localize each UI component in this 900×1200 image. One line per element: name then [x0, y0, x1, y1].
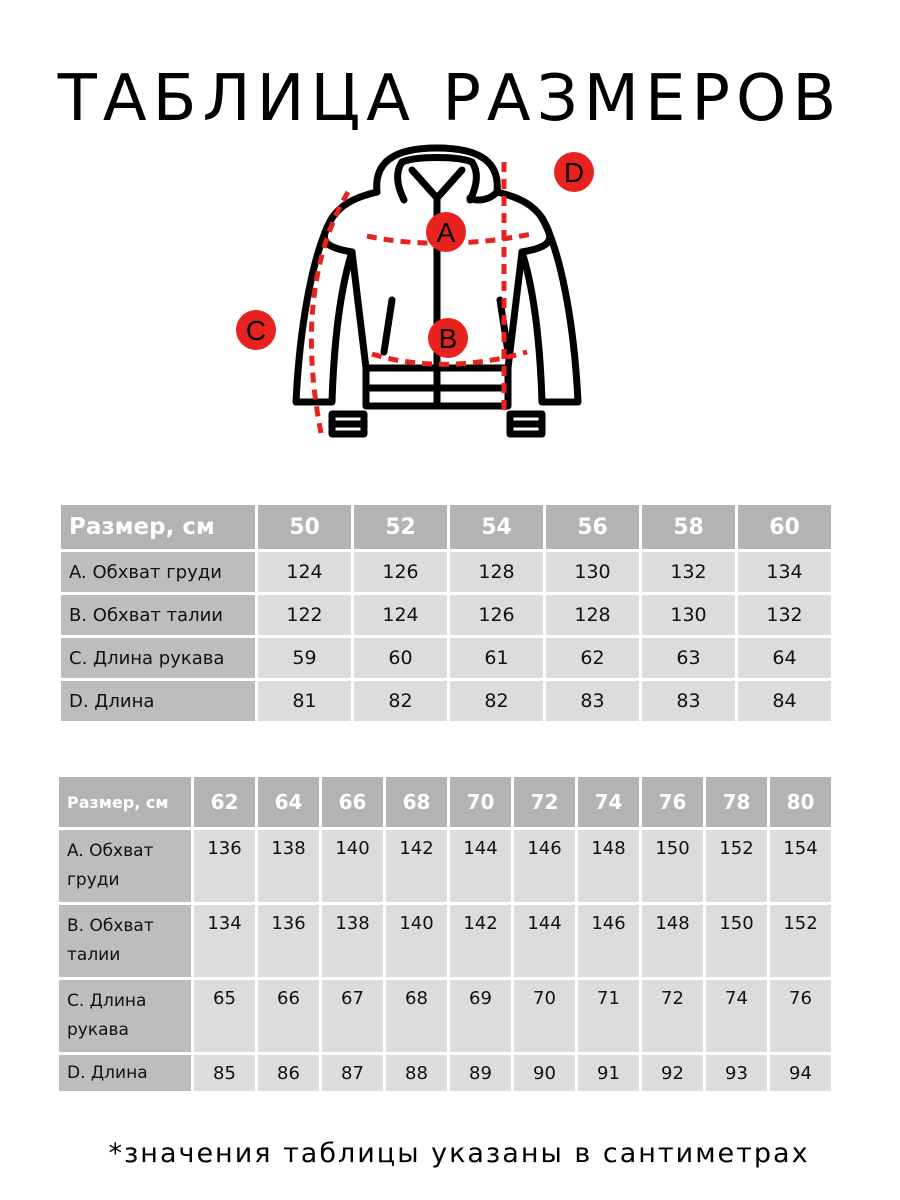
size-col: 52 — [354, 505, 447, 549]
table-cell: 140 — [322, 830, 383, 902]
table-cell: 63 — [642, 638, 735, 678]
size-col: 74 — [578, 777, 639, 827]
table-cell: 146 — [514, 830, 575, 902]
row-label-line: рукава — [67, 1020, 129, 1040]
table-cell: 82 — [450, 681, 543, 721]
table-cell: 65 — [194, 980, 255, 1052]
table-cell: 86 — [258, 1055, 319, 1091]
size-col: 70 — [450, 777, 511, 827]
table-cell: 74 — [706, 980, 767, 1052]
row-label-line: B. Обхват — [67, 916, 154, 936]
row-label — [59, 830, 191, 902]
table-cell: 93 — [706, 1055, 767, 1091]
row-label: A. Обхват груди — [61, 552, 255, 592]
size-table-50-60 — [58, 502, 834, 724]
table-cell: 83 — [546, 681, 639, 721]
svg-text:C: C — [245, 315, 267, 346]
table-row — [59, 830, 831, 902]
table-cell: 72 — [642, 980, 703, 1052]
table-header-row — [59, 777, 831, 827]
table-header-row — [61, 505, 831, 549]
table-cell: 76 — [770, 980, 831, 1052]
table-cell: 144 — [450, 830, 511, 902]
marker-c — [236, 310, 276, 350]
svg-text:A: A — [436, 217, 456, 248]
table-cell: 82 — [354, 681, 447, 721]
table-cell: 128 — [546, 595, 639, 635]
table-cell: 67 — [322, 980, 383, 1052]
table-cell: 132 — [738, 595, 831, 635]
table-cell: 59 — [258, 638, 351, 678]
table-cell: 124 — [258, 552, 351, 592]
table-cell: 138 — [258, 830, 319, 902]
table-cell: 84 — [738, 681, 831, 721]
table-cell: 154 — [770, 830, 831, 902]
jacket-outline-icon — [296, 148, 578, 434]
row-label — [59, 905, 191, 977]
table-cell: 85 — [194, 1055, 255, 1091]
table-cell: 148 — [578, 830, 639, 902]
table-row — [61, 638, 831, 678]
table-row — [59, 905, 831, 977]
size-col: 56 — [546, 505, 639, 549]
marker-b — [428, 318, 468, 358]
table-cell: 89 — [450, 1055, 511, 1091]
size-col: 64 — [258, 777, 319, 827]
table-row — [61, 595, 831, 635]
row-label-line: A. Обхват — [67, 841, 154, 861]
row-label: C. Длина рукава — [61, 638, 255, 678]
table-cell: 70 — [514, 980, 575, 1052]
size-col: 80 — [770, 777, 831, 827]
table-cell: 88 — [386, 1055, 447, 1091]
table-cell: 146 — [578, 905, 639, 977]
size-col: 76 — [642, 777, 703, 827]
row-label — [59, 980, 191, 1052]
row-label-line: талии — [67, 945, 121, 965]
table-cell: 150 — [642, 830, 703, 902]
table-cell: 71 — [578, 980, 639, 1052]
size-col: 50 — [258, 505, 351, 549]
table-cell: 68 — [386, 980, 447, 1052]
size-col: 72 — [514, 777, 575, 827]
table-cell: 124 — [354, 595, 447, 635]
table-cell: 152 — [706, 830, 767, 902]
row-label-line: C. Длина — [67, 991, 147, 1011]
table-cell: 144 — [514, 905, 575, 977]
table-cell: 134 — [738, 552, 831, 592]
table-cell: 61 — [450, 638, 543, 678]
header-label: Размер, см — [59, 777, 191, 827]
table-cell: 90 — [514, 1055, 575, 1091]
table-cell: 128 — [450, 552, 543, 592]
table-row — [61, 681, 831, 721]
table-row — [59, 980, 831, 1052]
table-cell: 142 — [386, 830, 447, 902]
row-label: D. Длина — [59, 1055, 191, 1091]
table-cell: 60 — [354, 638, 447, 678]
table-cell: 140 — [386, 905, 447, 977]
table-cell: 87 — [322, 1055, 383, 1091]
page-title: ТАБЛИЦА РАЗМЕРОВ — [57, 62, 843, 136]
jacket-measurement-diagram — [222, 140, 622, 450]
svg-text:B: B — [438, 323, 458, 354]
table-cell: 152 — [770, 905, 831, 977]
size-col: 66 — [322, 777, 383, 827]
size-table-62-80 — [56, 774, 834, 1094]
table-cell: 66 — [258, 980, 319, 1052]
table-cell: 132 — [642, 552, 735, 592]
table-cell: 69 — [450, 980, 511, 1052]
footnote: *значения таблицы указаны в сантиметрах — [108, 1138, 810, 1169]
header-label: Размер, см — [61, 505, 255, 549]
size-col: 54 — [450, 505, 543, 549]
table-cell: 62 — [546, 638, 639, 678]
row-label-line: груди — [67, 870, 120, 890]
table-cell: 126 — [354, 552, 447, 592]
table-cell: 130 — [546, 552, 639, 592]
table-cell: 122 — [258, 595, 351, 635]
table-row — [59, 1055, 831, 1091]
marker-d — [554, 152, 594, 192]
table-row — [61, 552, 831, 592]
table-cell: 130 — [642, 595, 735, 635]
table-cell: 150 — [706, 905, 767, 977]
table-cell: 64 — [738, 638, 831, 678]
table-cell: 83 — [642, 681, 735, 721]
size-col: 68 — [386, 777, 447, 827]
size-col: 62 — [194, 777, 255, 827]
table-cell: 94 — [770, 1055, 831, 1091]
table-cell: 138 — [322, 905, 383, 977]
size-col: 78 — [706, 777, 767, 827]
table-cell: 134 — [194, 905, 255, 977]
marker-a — [426, 212, 466, 252]
table-cell: 126 — [450, 595, 543, 635]
svg-text:D: D — [563, 157, 585, 188]
row-label: D. Длина — [61, 681, 255, 721]
table-cell: 136 — [194, 830, 255, 902]
size-col: 60 — [738, 505, 831, 549]
table-cell: 142 — [450, 905, 511, 977]
size-col: 58 — [642, 505, 735, 549]
row-label: B. Обхват талии — [61, 595, 255, 635]
table-cell: 91 — [578, 1055, 639, 1091]
table-cell: 136 — [258, 905, 319, 977]
table-cell: 81 — [258, 681, 351, 721]
table-cell: 92 — [642, 1055, 703, 1091]
table-cell: 148 — [642, 905, 703, 977]
